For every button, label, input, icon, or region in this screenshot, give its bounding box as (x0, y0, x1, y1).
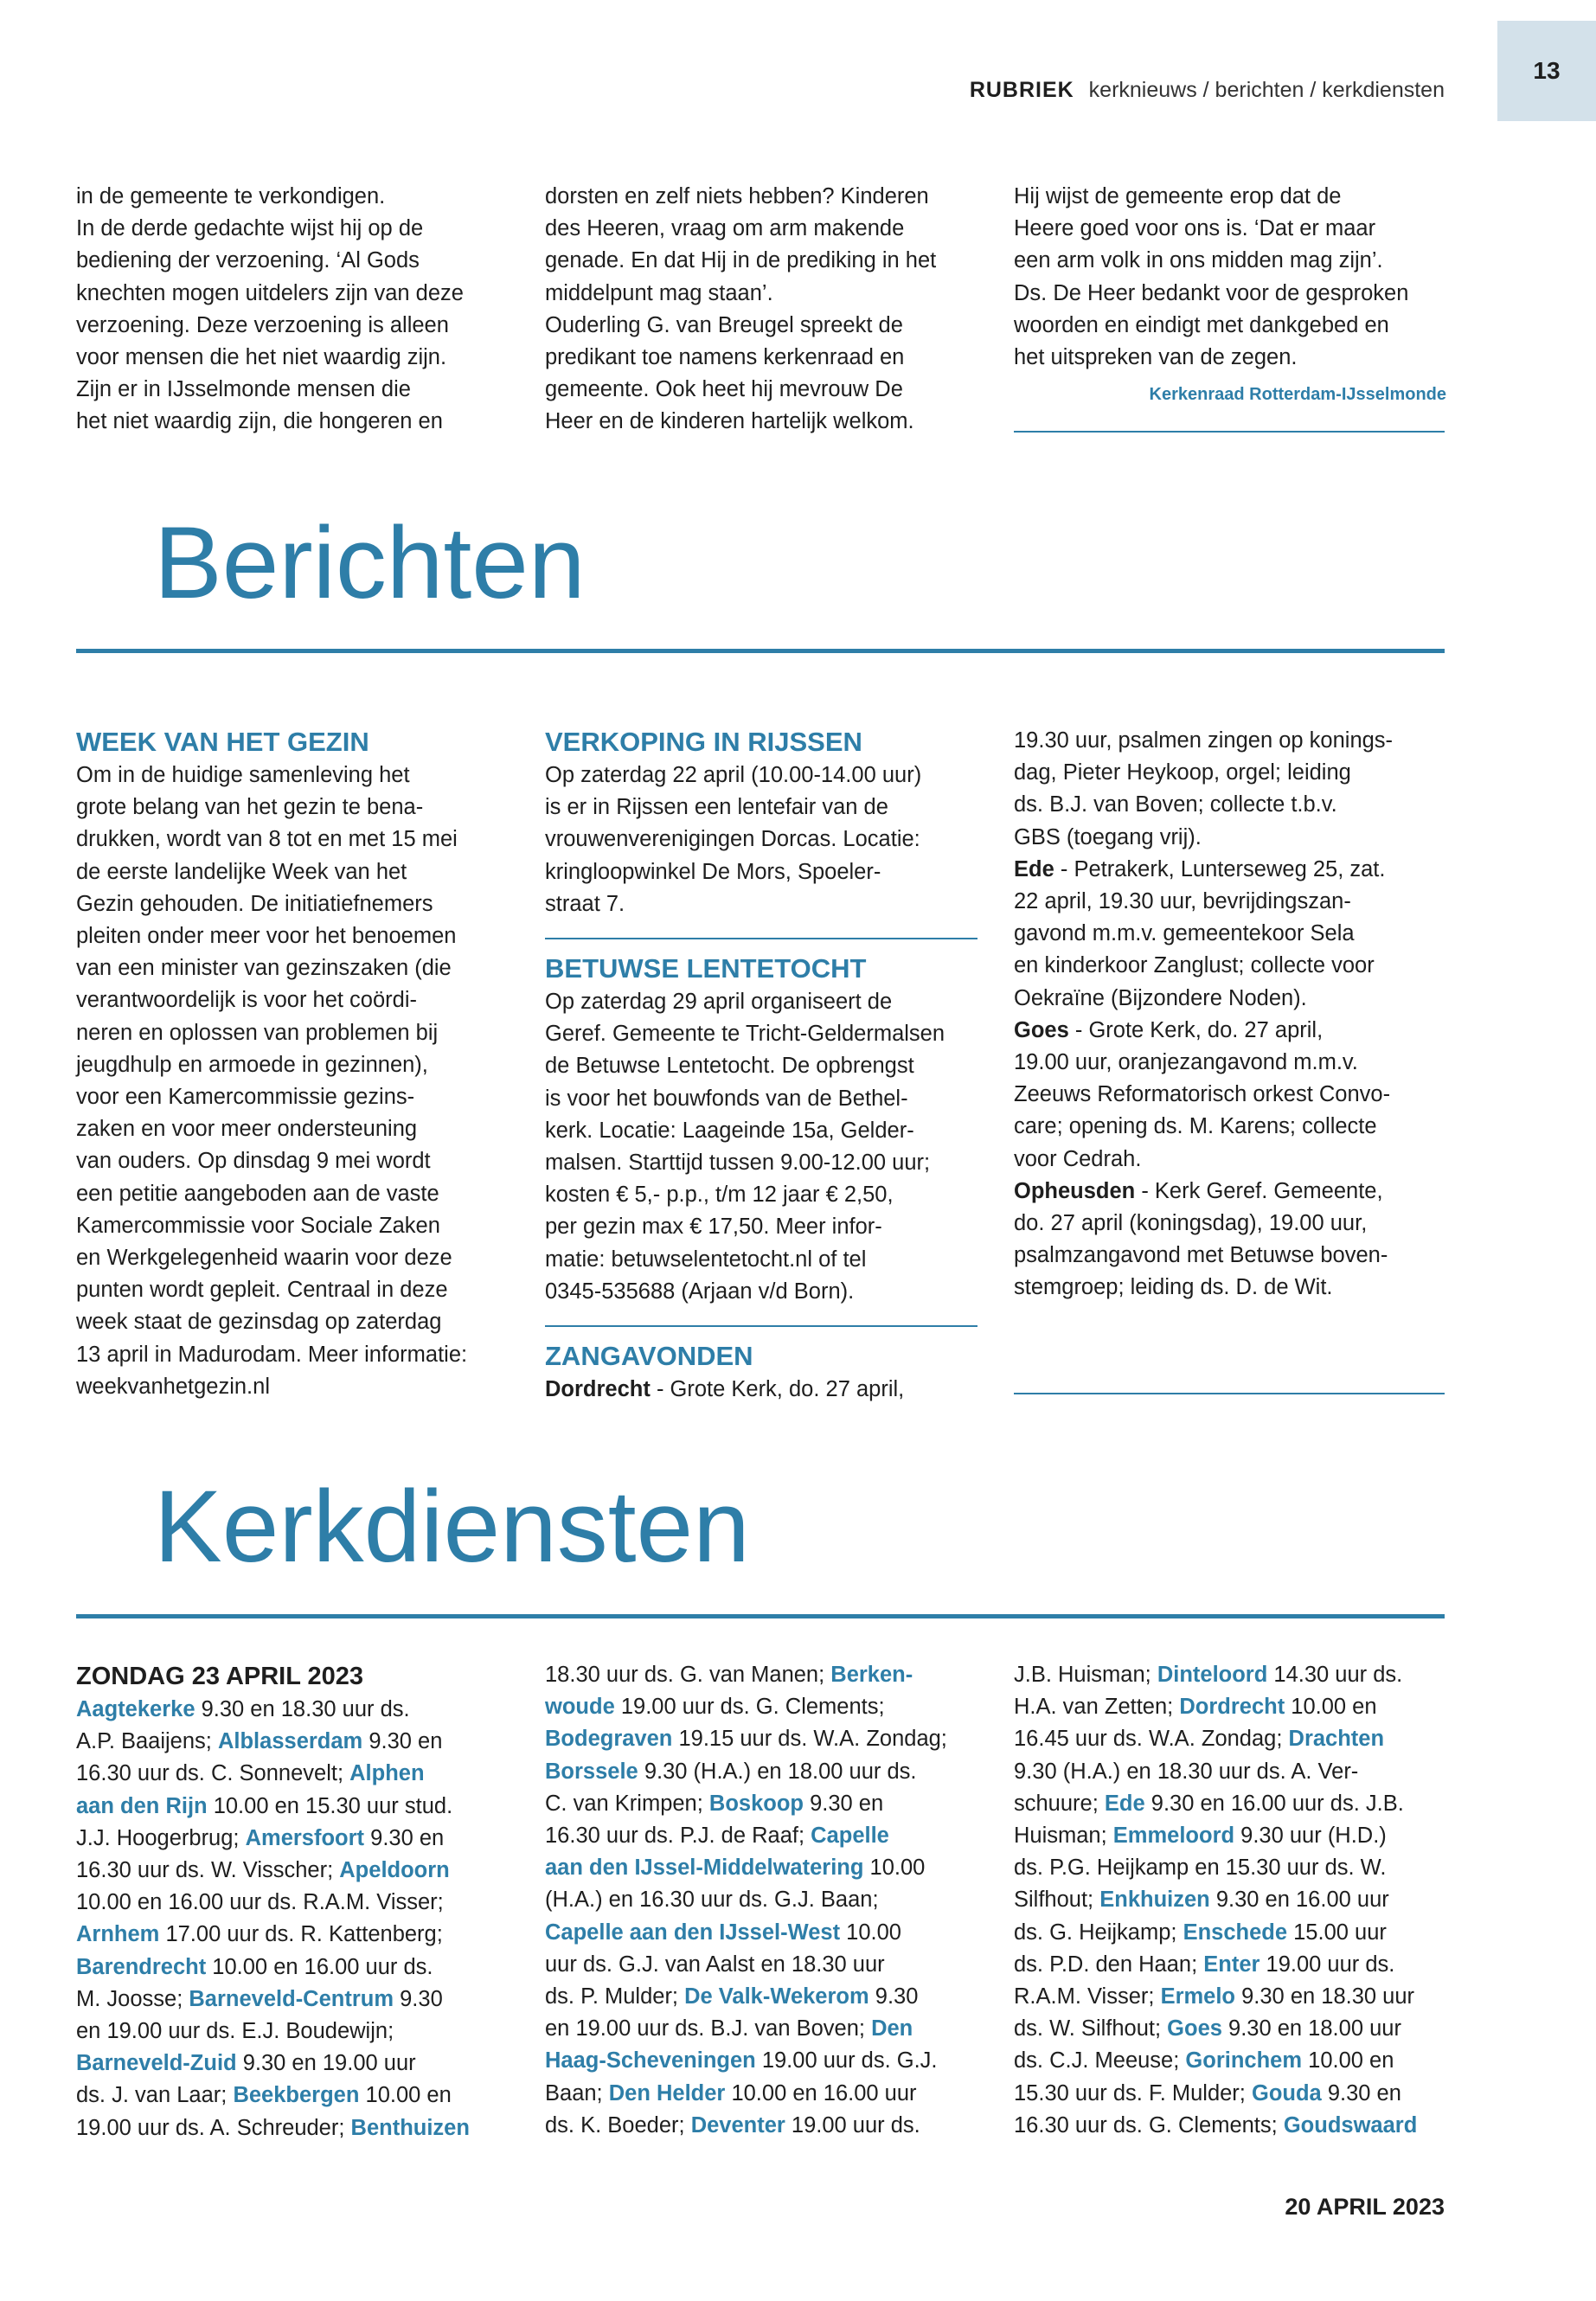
service-details: 9.30 en 19.00 uur ds. E.J. Boudewijn; (76, 1986, 443, 2044)
top-column-2 (545, 181, 977, 439)
church-location: Ede (1104, 1791, 1145, 1816)
service-details: 9.30 en 16.30 uur ds. G. Clements; (1014, 2080, 1401, 2138)
service-details: 9.30 (H.A.) en 18.30 uur ds. A. Ver- schuure; (1014, 1759, 1359, 1816)
church-location: Benthuizen (350, 2115, 470, 2140)
church-location: Barendrecht (76, 1954, 207, 1979)
church-location: Enter (1203, 1952, 1260, 1977)
church-location: Deventer (690, 2112, 785, 2138)
service-details: 9.30 en 18.30 uur ds. W. Silfhout; (1014, 1984, 1415, 2041)
berichten-title: Berichten (154, 506, 586, 620)
verkoping-text: Op zaterdag 22 april (10.00-14.00 uur) is er in Rijssen een lentefair van de vrouwenverenigingen Dorcas. Locatie: kringloopwinkel De Mors, Spoeler- straat 7. (545, 763, 922, 916)
service-details: 9.30 en 16.00 uur ds. J.B. Huisman; (1014, 1791, 1404, 1849)
zangavond-dordrecht-cont: 19.30 uur, psalmen zingen op konings- dag, Pieter Heykoop, orgel; leiding ds. B.J. van Boven; collecte t.b.v. GBS (toegang vrij). (1014, 728, 1394, 849)
service-details: 9.30 en 19.00 uur ds. J. van Laar; (76, 2051, 416, 2108)
berichten-end-rule (1014, 1393, 1445, 1394)
church-location: Gouda (1251, 2080, 1322, 2106)
service-details: 9.30 en 16.30 uur ds. P.J. de Raaf; (545, 1791, 884, 1849)
church-location: Enkhuizen (1099, 1888, 1210, 1913)
service-details: 9.30 en 16.00 uur ds. G. Heijkamp; (1014, 1888, 1389, 1945)
zangavond-dordrecht-start (545, 1374, 977, 1406)
service-details: 9.30 (H.A.) en 18.00 uur ds. C. van Krimpen; (545, 1759, 917, 1816)
zangavonden-heading: ZANGAVONDEN (545, 1341, 753, 1372)
church-location: Beekbergen (233, 2083, 360, 2108)
kerkdiensten-list-1 (76, 1694, 509, 2144)
kerkdiensten-list-3 (1014, 1659, 1446, 2142)
rubriek-label: RUBRIEK (969, 78, 1074, 102)
place-name: Goes (1014, 1017, 1069, 1042)
berichten-column-3 (1014, 725, 1446, 1304)
church-location: Berken- woude (545, 1663, 913, 1720)
church-location: Capelle aan den IJssel-West (545, 1920, 841, 1945)
church-location: Goudswaard (1283, 2112, 1418, 2138)
top-column-3-text: Hij wijst de gemeente erop dat de Heere goed voor ons is. ‘Dat er maar een arm volk in ons midden mag zijn’. Ds. De Heer bedankt voor de gesproken woorden en eindigt met dankgebed en het uitspreken van de zegen. (1014, 184, 1409, 370)
zangavond-text: - Kerk Geref. Gemeente, do. 27 april (koningsdag), 19.00 uur, psalmzangavond met Betuwse boven- stemgroep; leiding ds. D. de Wit. (1014, 1178, 1388, 1300)
church-location: Drachten (1288, 1727, 1385, 1752)
service-details: 10.00 en 15.30 uur stud. J.J. Hoogerbrug; (76, 1793, 453, 1850)
service-details: 17.00 uur ds. R. Kattenberg; (165, 1922, 443, 1947)
service-details: 15.00 uur ds. P.D. den Haan; (1014, 1920, 1387, 1977)
church-location: Alphen aan den Rijn (76, 1761, 425, 1818)
service-details: 19.00 uur ds. G. Clements; (620, 1695, 885, 1720)
zangavond-text: - Petrakerk, Lunterseweg 25, zat. 22 april, 19.30 uur, bevrijdingszan- gavond m.m.v. gemeentekoor Sela en kinderkoor Zanglust; collecte voor Oekraïne (Bijzondere Noden). (1014, 856, 1386, 1010)
rubriek-sections: kerknieuws / berichten / kerkdiensten (1088, 78, 1445, 102)
service-details: 9.30 en 19.00 uur ds. B.J. van Boven; (545, 1984, 919, 2041)
church-location: Capelle aan den IJssel-Middelwatering (545, 1823, 889, 1881)
church-location: Aagtekerke (76, 1697, 195, 1721)
page-number-tab (1497, 21, 1596, 121)
kerkdiensten-column-1 (76, 1659, 509, 2144)
lentetocht-text: Op zaterdag 29 april organiseert de Geref. Gemeente te Tricht-Geldermalsen de Betuwse Lentetocht. De opbrengst is voor het bouwfonds van de Bethel- kerk. Locatie: Laageinde 15a, Gelder- malsen. Starttijd tussen 9.00-12.00 uur; kosten € 5,- p.p., t/m 12 jaar € 2,50, per gezin max € 17,50. Meer infor- matie: betuwselentetocht.nl of tel 0345-535688 (Arjaan v/d Born). (545, 990, 945, 1304)
church-location: Den Helder (608, 2080, 726, 2106)
verkoping-heading: VERKOPING IN RIJSSEN (545, 727, 862, 757)
service-details: 10.00 (H.A.) en 16.30 uur ds. G.J. Baan; (545, 1856, 926, 1913)
place-name: Ede (1014, 856, 1054, 881)
church-location: Ermelo (1160, 1984, 1236, 2009)
top-column-1 (76, 181, 509, 439)
place-name: Dordrecht (545, 1377, 651, 1402)
berichten-column-2 (545, 725, 977, 1406)
service-details: 19.00 uur ds. (785, 2112, 920, 2138)
church-location: Dinteloord (1157, 1663, 1268, 1687)
zangavond-opheusden (1014, 1176, 1446, 1304)
service-details: 18.30 uur ds. G. van Manen; (545, 1663, 831, 1687)
week-gezin-text: Om in de huidige samenleving het grote belang van het gezin te bena- drukken, wordt van 8 tot en met 15 mei de eerste landelijke Week van het Gezin gehouden. De initiatiefnemers pleiten onder meer voor het benoemen van een minister van gezinszaken (die verantwoordelijk is voor het coördi- neren en oplossen van problemen bij jeugdhulp en armoede in gezinnen), voor een Kamercommissie gezins- zaken en voor meer ondersteuning van ouders. Op dinsdag 9 mei wordt een petitie aangeboden aan de vaste Kamercommissie voor Sociale Zaken en Werkgelegenheid waarin voor deze punten wordt gepleit. Centraal in deze week staat de gezinsdag op zaterdag 13 april in Madurodam. Meer informatie: weekvanhetgezin.nl (76, 763, 468, 1399)
service-details: 19.00 uur ds. G.J. Baan; (545, 2048, 938, 2106)
church-location: Enschede (1183, 1920, 1288, 1945)
church-location: Arnhem (76, 1922, 160, 1947)
service-details: 19.15 uur ds. W.A. Zondag; (678, 1727, 947, 1752)
lentetocht-heading: BETUWSE LENTETOCHT (545, 953, 867, 984)
page-number: 13 (1533, 57, 1561, 84)
top-column-2-text: dorsten en zelf niets hebben? Kinderen des Heeren, vraag om arm makende genade. En dat Hij in de prediking in het middelpunt mag staan’. Ouderling G. van Breugel spreekt de predikant toe namens kerkenraad en gemeente. Ook heet hij mevrouw De Heer en de kinderen hartelijk welkom. (545, 184, 937, 434)
berichten-column-1 (76, 725, 509, 1403)
top-column-1-text: in de gemeente te verkondigen. In de derde gedachte wijst hij op de bediening der verzoening. ‘Al Gods knechten mogen uitdelers zijn van deze verzoening. Deze verzoening is alleen voor mensen die het niet waardig zijn. Zijn er in IJsselmonde mensen die het niet waardig zijn, die hongeren en (76, 184, 464, 434)
divider (545, 1325, 977, 1327)
top-column-3 (1014, 181, 1446, 411)
church-location: Gorinchem (1185, 2048, 1303, 2073)
service-details: J.B. Huisman; (1014, 1663, 1157, 1687)
church-location: Apeldoorn (339, 1858, 450, 1883)
kerkdiensten-rule (76, 1614, 1445, 1618)
service-details: 9.30 en 18.30 uur ds. A.P. Baaijens; (76, 1697, 410, 1754)
zangavond-ede (1014, 854, 1446, 1015)
service-details: 10.00 en 16.45 uur ds. W.A. Zondag; (1014, 1695, 1377, 1752)
service-details: 10.00 en 16.00 uur ds. K. Boeder; (545, 2080, 917, 2138)
service-details: 9.30 uur (H.D.) ds. P.G. Heijkamp en 15.30 uur ds. W. Silfhout; (1014, 1823, 1387, 1913)
church-location: De Valk-Wekerom (684, 1984, 869, 2009)
kerkdiensten-column-2 (545, 1659, 977, 2142)
church-location: Alblasserdam (217, 1729, 363, 1754)
signature: Kerkenraad Rotterdam-IJsselmonde (1149, 385, 1446, 405)
zangavond-text: - Grote Kerk, do. 27 april, 19.00 uur, oranjezangavond m.m.v. Zeeuws Reformatorisch orkest Convo- care; opening ds. M. Karens; collecte voor Cedrah. (1014, 1017, 1391, 1171)
service-details: 10.00 en 16.00 uur ds. M. Joosse; (76, 1954, 433, 2011)
service-details: 9.30 en 18.00 uur ds. C.J. Meeuse; (1014, 2016, 1401, 2073)
kerkdiensten-title: Kerkdiensten (154, 1470, 750, 1584)
church-location: Boskoop (708, 1791, 804, 1816)
kerkdiensten-list-2 (545, 1659, 977, 2142)
zangavond-text: - Grote Kerk, do. 27 april, (650, 1377, 905, 1402)
service-details: 10.00 uur ds. G.J. van Aalst en 18.30 uur ds. P. Mulder; (545, 1920, 901, 2009)
divider (545, 938, 977, 939)
church-location: Emmeloord (1112, 1823, 1235, 1849)
kerkdiensten-column-3 (1014, 1659, 1446, 2142)
issue-date: 20 APRIL 2023 (1285, 2194, 1445, 2220)
service-details: 9.30 en 16.30 uur ds. W. Visscher; (76, 1825, 445, 1883)
church-location: Barneveld-Centrum (189, 1986, 394, 2011)
kerkdiensten-date-heading: ZONDAG 23 APRIL 2023 (76, 1663, 363, 1690)
week-gezin-heading: WEEK VAN HET GEZIN (76, 727, 369, 757)
service-details: 9.30 en 16.30 uur ds. C. Sonnevelt; (76, 1729, 443, 1786)
rubriek-header (970, 78, 1445, 103)
church-location: Bodegraven (545, 1727, 673, 1752)
church-location: Amersfoort (245, 1825, 365, 1850)
church-location: Barneveld-Zuid (76, 2051, 237, 2076)
zangavond-goes (1014, 1015, 1446, 1176)
top-end-rule (1014, 431, 1445, 433)
service-details: 19.00 uur ds. R.A.M. Visser; (1014, 1952, 1395, 2009)
place-name: Opheusden (1014, 1178, 1136, 1203)
church-location: Borssele (545, 1759, 638, 1784)
berichten-rule (76, 649, 1445, 653)
service-details: 10.00 en 19.00 uur ds. A. Schreuder; (76, 2083, 452, 2140)
church-location: Goes (1167, 2016, 1222, 2041)
service-details: 10.00 en 16.00 uur ds. R.A.M. Visser; (76, 1890, 444, 1915)
church-location: Den Haag-Scheveningen (545, 2016, 913, 2073)
service-details: 14.30 uur ds. H.A. van Zetten; (1014, 1663, 1403, 1720)
service-details: 10.00 en 15.30 uur ds. F. Mulder; (1014, 2048, 1394, 2106)
church-location: Dordrecht (1179, 1695, 1285, 1720)
